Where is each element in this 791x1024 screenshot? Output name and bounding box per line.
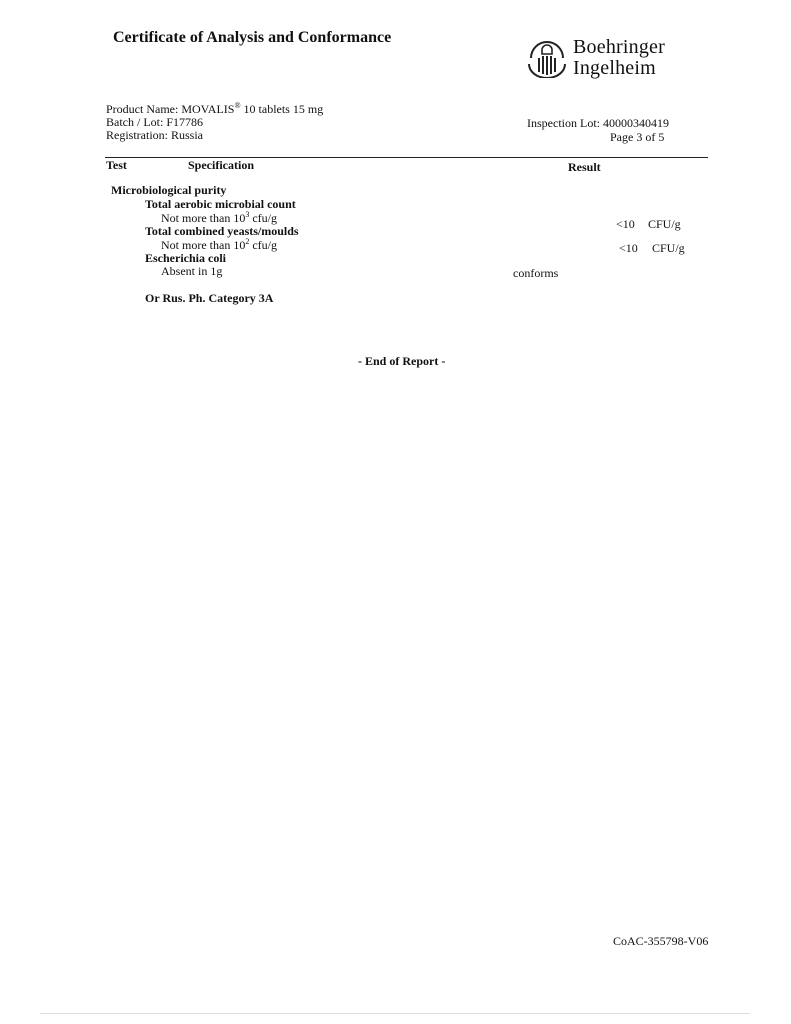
header-test: Test	[106, 158, 127, 172]
section-name: Microbiological purity	[111, 183, 227, 197]
boehringer-logo-icon	[527, 34, 567, 78]
header-specification: Specification	[188, 158, 254, 172]
company-logo	[527, 34, 677, 82]
registration	[106, 128, 203, 143]
registration-value: Russia	[171, 128, 204, 142]
test-name: Total aerobic microbial count	[145, 197, 296, 211]
inspection-lot	[527, 116, 669, 131]
test-name: Escherichia coli	[145, 251, 226, 265]
batch-label: Batch / Lot:	[106, 115, 164, 129]
bottom-divider	[40, 1013, 750, 1014]
result-text: conforms	[513, 266, 559, 280]
registration-label: Registration:	[106, 128, 168, 142]
header-result: Result	[568, 160, 601, 174]
product-name-rest: 10 tablets 15 mg	[240, 102, 324, 116]
test-spec: Not more than $10^3$ cfu/g	[161, 210, 277, 225]
result-value: <10	[619, 241, 638, 255]
product-name-label: Product Name:	[106, 102, 179, 116]
logo-line-1: Boehringer	[573, 36, 665, 58]
test-spec: Not more than $10^2$ cfu/g	[161, 237, 277, 252]
document-title: Certificate of Analysis and Conformance	[113, 29, 392, 46]
result-value: <10	[616, 217, 635, 231]
result-unit: CFU/g	[652, 241, 685, 255]
product-name-value: MOVALIS	[181, 102, 235, 116]
page-number: Page 3 of 5	[610, 130, 665, 144]
test-spec: Absent in 1g	[161, 264, 223, 278]
end-of-report: - End of Report -	[358, 354, 446, 368]
document-code: CoAC-355798-V06	[613, 934, 709, 948]
logo-line-2: Ingelheim	[573, 57, 656, 79]
batch-value: F17786	[166, 115, 204, 129]
inspection-value: 40000340419	[602, 116, 669, 130]
section-note: Or Rus. Ph. Category 3A	[145, 291, 274, 305]
result-unit: CFU/g	[648, 217, 681, 231]
test-name: Total combined yeasts/moulds	[145, 224, 299, 238]
inspection-label: Inspection Lot:	[527, 116, 600, 130]
registered-mark: ®	[234, 101, 241, 110]
